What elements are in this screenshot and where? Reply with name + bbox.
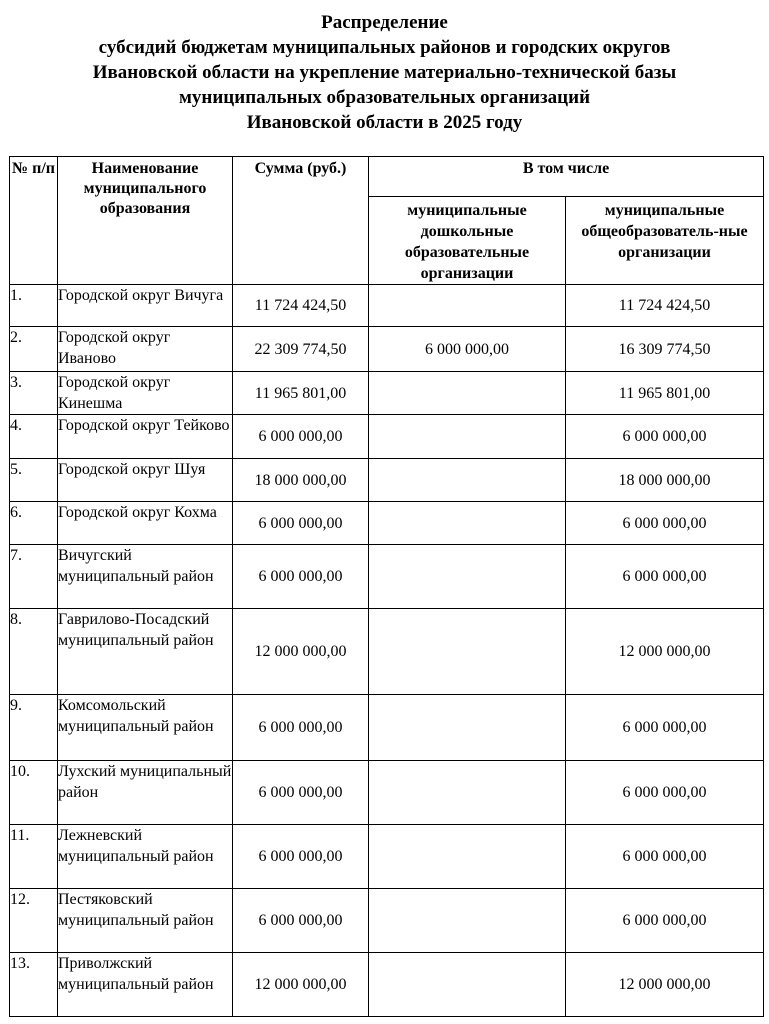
row-num: 3. xyxy=(10,372,58,415)
table-row xyxy=(10,327,764,372)
table-row xyxy=(10,459,764,502)
table-row xyxy=(10,415,764,459)
row-general: 11 965 801,00 xyxy=(566,372,764,415)
row-name: Городской округ Вичуга xyxy=(58,285,233,327)
title-line: субсидий бюджетам муниципальных районов и городских округов xyxy=(98,37,671,58)
row-general: 6 000 000,00 xyxy=(566,502,764,545)
row-preschool xyxy=(369,953,566,1017)
table-row xyxy=(10,889,764,953)
table-row xyxy=(10,285,764,327)
table-row xyxy=(10,372,764,415)
subsidy-table xyxy=(9,156,764,1017)
header-num: № п/п xyxy=(10,157,58,285)
row-preschool xyxy=(369,502,566,545)
row-name: Городской округ Тейково xyxy=(58,415,233,459)
row-num: 8. xyxy=(10,609,58,695)
table-row xyxy=(10,953,764,1017)
row-name: Городской округ Кохма xyxy=(58,502,233,545)
row-general: 6 000 000,00 xyxy=(566,695,764,761)
row-num: 5. xyxy=(10,459,58,502)
row-general: 12 000 000,00 xyxy=(566,609,764,695)
document-title xyxy=(0,10,769,135)
table-row xyxy=(10,609,764,695)
row-name: Гаврилово-Посадский муниципальный район xyxy=(58,609,233,695)
row-preschool xyxy=(369,545,566,609)
row-sum: 12 000 000,00 xyxy=(233,609,369,695)
row-num: 13. xyxy=(10,953,58,1017)
row-num: 11. xyxy=(10,825,58,889)
row-num: 2. xyxy=(10,327,58,372)
row-preschool xyxy=(369,415,566,459)
row-name: Вичугский муниципальный район xyxy=(58,545,233,609)
header-row xyxy=(10,157,764,197)
row-preschool xyxy=(369,459,566,502)
row-num: 12. xyxy=(10,889,58,953)
row-preschool xyxy=(369,825,566,889)
row-sum: 22 309 774,50 xyxy=(233,327,369,372)
row-sum: 6 000 000,00 xyxy=(233,825,369,889)
row-general: 6 000 000,00 xyxy=(566,761,764,825)
row-preschool xyxy=(369,761,566,825)
row-name: Городской округ Кинешма xyxy=(58,372,233,415)
row-num: 6. xyxy=(10,502,58,545)
row-sum: 6 000 000,00 xyxy=(233,889,369,953)
row-general: 6 000 000,00 xyxy=(566,415,764,459)
row-name: Комсомольский муниципальный район xyxy=(58,695,233,761)
row-name: Городской округ Иваново xyxy=(58,327,233,372)
row-general: 6 000 000,00 xyxy=(566,545,764,609)
row-sum: 18 000 000,00 xyxy=(233,459,369,502)
row-preschool xyxy=(369,695,566,761)
table-row xyxy=(10,761,764,825)
row-general: 16 309 774,50 xyxy=(566,327,764,372)
table-row xyxy=(10,825,764,889)
table-row xyxy=(10,502,764,545)
row-general: 18 000 000,00 xyxy=(566,459,764,502)
row-preschool xyxy=(369,889,566,953)
row-general: 11 724 424,50 xyxy=(566,285,764,327)
row-num: 1. xyxy=(10,285,58,327)
row-name: Пестяковский муниципальный район xyxy=(58,889,233,953)
row-general: 6 000 000,00 xyxy=(566,825,764,889)
row-sum: 6 000 000,00 xyxy=(233,545,369,609)
row-general: 12 000 000,00 xyxy=(566,953,764,1017)
row-sum: 6 000 000,00 xyxy=(233,761,369,825)
row-sum: 11 724 424,50 xyxy=(233,285,369,327)
header-sum: Сумма (руб.) xyxy=(233,157,369,285)
title-line: Распределение xyxy=(321,12,448,33)
row-sum: 6 000 000,00 xyxy=(233,695,369,761)
row-preschool xyxy=(369,372,566,415)
row-num: 10. xyxy=(10,761,58,825)
row-num: 9. xyxy=(10,695,58,761)
row-preschool: 6 000 000,00 xyxy=(369,327,566,372)
title-line: Ивановской области на укрепление материально-технической базы xyxy=(92,62,677,83)
row-sum: 6 000 000,00 xyxy=(233,415,369,459)
row-sum: 11 965 801,00 xyxy=(233,372,369,415)
row-sum: 12 000 000,00 xyxy=(233,953,369,1017)
row-name: Лухский муниципальный район xyxy=(58,761,233,825)
header-preschool: муниципальные дошкольные образовательные организации xyxy=(369,197,566,285)
title-line: Ивановской области в 2025 году xyxy=(246,112,523,133)
row-general: 6 000 000,00 xyxy=(566,889,764,953)
row-name: Лежневский муниципальный район xyxy=(58,825,233,889)
row-name: Городской округ Шуя xyxy=(58,459,233,502)
row-preschool xyxy=(369,285,566,327)
header-general: муниципальные общеобразователь-ные организации xyxy=(566,197,764,285)
row-preschool xyxy=(369,609,566,695)
row-name: Приволжский муниципальный район xyxy=(58,953,233,1017)
row-num: 7. xyxy=(10,545,58,609)
header-including: В том числе xyxy=(369,157,764,197)
title-line: муниципальных образовательных организаций xyxy=(178,87,591,108)
row-sum: 6 000 000,00 xyxy=(233,502,369,545)
table-row xyxy=(10,695,764,761)
header-name: Наименование муниципального образования xyxy=(58,157,233,285)
table-row xyxy=(10,545,764,609)
row-num: 4. xyxy=(10,415,58,459)
